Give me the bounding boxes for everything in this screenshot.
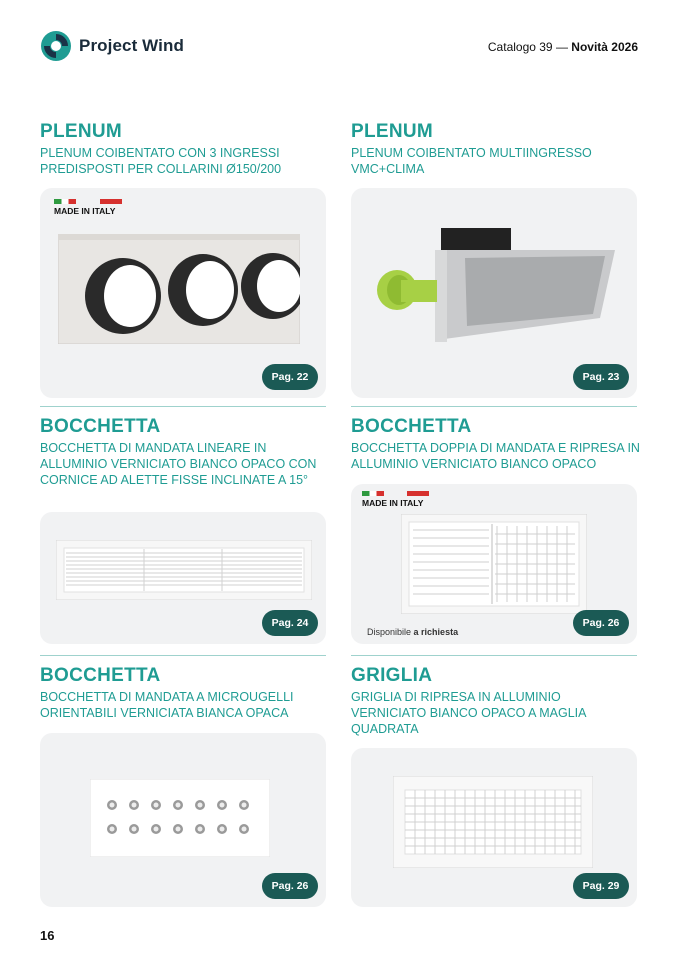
availability-emphasis: a richiesta	[413, 627, 459, 637]
product-section-plenum-3	[40, 121, 326, 177]
double-grille-image	[401, 514, 587, 614]
product-section-bocchetta-doppia	[351, 416, 640, 472]
product-section-griglia	[351, 665, 637, 737]
section-divider	[40, 406, 326, 407]
product-card-bocchetta-microugelli[interactable]	[40, 733, 326, 907]
brand-name: Project Wind	[79, 36, 184, 55]
product-title: BOCCHETTA	[40, 665, 161, 686]
product-title: BOCCHETTA	[40, 416, 161, 437]
page-reference-button[interactable]: Pag. 24	[262, 610, 318, 636]
product-section-bocchetta-lineare	[40, 416, 326, 488]
section-divider	[351, 406, 637, 407]
page-reference-button[interactable]: Pag. 26	[573, 610, 629, 636]
plenum-3-inlets-image	[58, 234, 300, 344]
made-in-italy-badge: MADE IN ITALY	[362, 498, 424, 508]
page-reference-button[interactable]: Pag. 22	[262, 364, 318, 390]
product-card-plenum-multi[interactable]	[351, 188, 637, 398]
availability-prefix: Disponibile	[367, 627, 412, 637]
product-description: BOCCHETTA DI MANDATA LINEARE IN ALLUMINIO VERNICIATO BIANCO OPACO CON CORNICE AD ALETTE FISSE INCLINATE A 15°	[40, 441, 317, 487]
product-description: BOCCHETTA DOPPIA DI MANDATA E RIPRESA IN ALLUMINIO VERNICIATO BIANCO OPACO	[351, 441, 640, 471]
nozzle-diffuser-image	[90, 779, 270, 857]
flag-stripe-icon	[407, 491, 429, 496]
catalog-highlight: Novità 2026	[571, 40, 638, 54]
brand-logo	[40, 30, 184, 62]
product-card-plenum-3[interactable]	[40, 188, 326, 398]
section-divider	[40, 655, 326, 656]
section-divider	[351, 655, 637, 656]
product-description: GRIGLIA DI RIPRESA IN ALLUMINIO VERNICIATO BIANCO OPACO A MAGLIA QUADRATA	[351, 690, 586, 736]
italian-flag-icon	[362, 491, 384, 496]
product-card-griglia[interactable]	[351, 748, 637, 907]
product-title: PLENUM	[351, 121, 434, 142]
plenum-multi-inlet-image	[375, 218, 615, 348]
square-mesh-grille-image	[393, 776, 593, 868]
product-section-plenum-multi	[351, 121, 637, 177]
product-description: PLENUM COIBENTATO MULTIINGRESSO VMC+CLIMA	[351, 146, 592, 176]
page-number: 16	[40, 928, 55, 943]
product-title: GRIGLIA	[351, 665, 433, 686]
product-title: BOCCHETTA	[351, 416, 472, 437]
product-title: PLENUM	[40, 121, 123, 142]
catalog-prefix: Catalogo 39 —	[487, 40, 568, 54]
product-description: BOCCHETTA DI MANDATA A MICROUGELLI ORIENTABILI VERNICIATA BIANCA OPACA	[40, 690, 294, 720]
flag-stripe-icon	[100, 199, 122, 204]
product-card-bocchetta-lineare[interactable]	[40, 512, 326, 644]
page-reference-button[interactable]: Pag. 23	[573, 364, 629, 390]
product-section-bocchetta-microugelli	[40, 665, 326, 721]
wind-logo-icon	[40, 30, 72, 62]
catalog-label	[488, 40, 638, 54]
availability-note	[367, 627, 458, 637]
page-reference-button[interactable]: Pag. 26	[262, 873, 318, 899]
linear-grille-image	[56, 540, 312, 600]
italian-flag-icon	[54, 199, 76, 204]
made-in-italy-badge: MADE IN ITALY	[54, 206, 116, 216]
page-header	[40, 30, 638, 66]
product-description: PLENUM COIBENTATO CON 3 INGRESSI PREDISPOSTI PER COLLARINI Ø150/200	[40, 146, 282, 176]
page-reference-button[interactable]: Pag. 29	[573, 873, 629, 899]
product-card-bocchetta-doppia[interactable]	[351, 484, 637, 644]
